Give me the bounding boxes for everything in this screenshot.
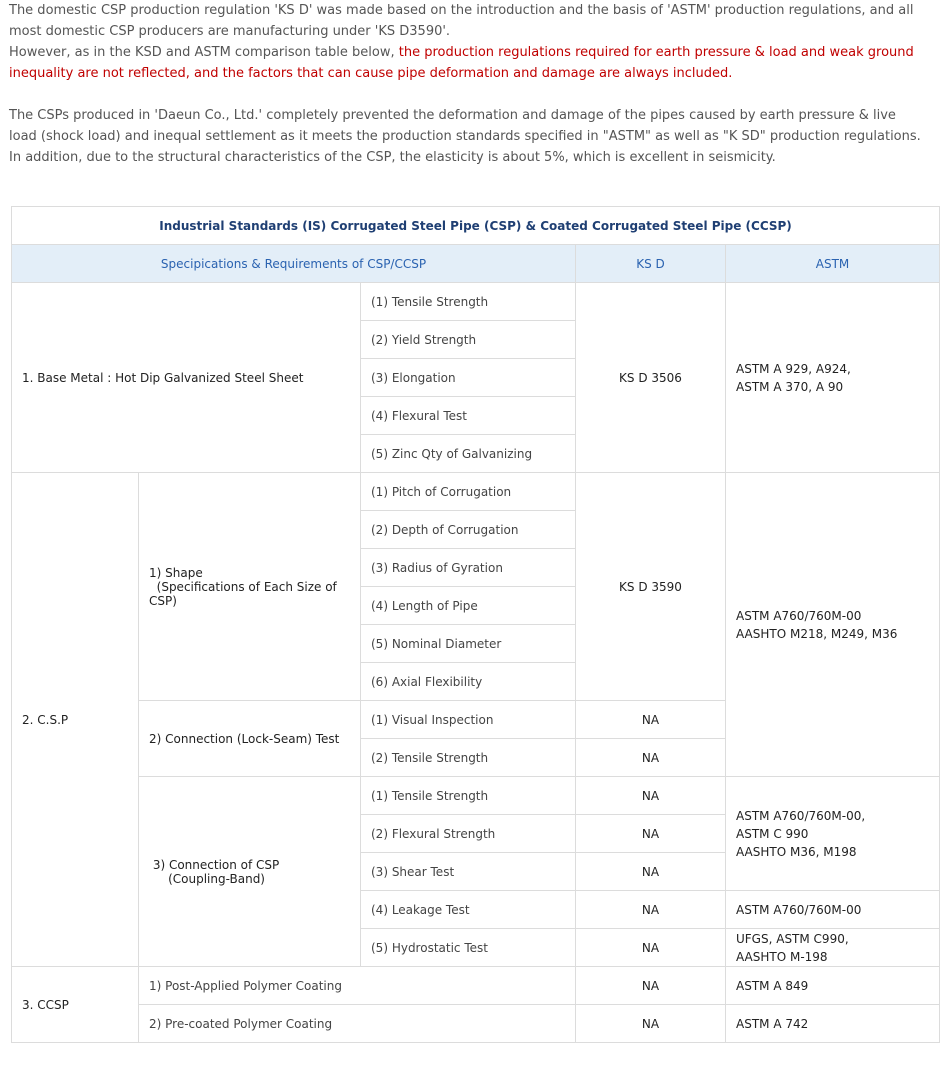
lockseam-label: 2) Connection (Lock-Seam) Test — [139, 701, 361, 777]
shape-item-5: (5) Nominal Diameter — [361, 625, 576, 663]
shape-astm: ASTM A760/760M-00 AASHTO M218, M249, M36 — [726, 473, 940, 777]
table-row — [12, 473, 940, 511]
header-ksd: KS D — [576, 245, 726, 283]
table-row — [12, 283, 940, 321]
table-title: Industrial Standards (IS) Corrugated Steel Pipe (CSP) & Coated Corrugated Steel Pipe (CCSP) — [12, 207, 940, 245]
ccsp-row-1-astm: ASTM A 849 — [726, 967, 940, 1005]
intro-text — [9, 0, 927, 168]
ccsp-row-1-label: 1) Post-Applied Polymer Coating — [139, 967, 576, 1005]
base-astm: ASTM A 929, A924, ASTM A 370, A 90 — [726, 283, 940, 473]
coupling-astm-c: UFGS, ASTM C990, AASHTO M-198 — [726, 929, 940, 967]
coupling-astm-b: ASTM A760/760M-00 — [726, 891, 940, 929]
coupling-ksd-4: NA — [576, 891, 726, 929]
table-row — [12, 777, 940, 815]
table-row — [12, 1005, 940, 1043]
coupling-item-5: (5) Hydrostatic Test — [361, 929, 576, 967]
base-metal-label: 1. Base Metal : Hot Dip Galvanized Steel Sheet — [12, 283, 361, 473]
coupling-ksd-3: NA — [576, 853, 726, 891]
shape-ksd: KS D 3590 — [576, 473, 726, 701]
shape-item-6: (6) Axial Flexibility — [361, 663, 576, 701]
lockseam-ksd-1: NA — [576, 701, 726, 739]
shape-item-4: (4) Length of Pipe — [361, 587, 576, 625]
standards-table — [11, 206, 940, 1043]
lockseam-item-1: (1) Visual Inspection — [361, 701, 576, 739]
header-astm: ASTM — [726, 245, 940, 283]
intro-paragraph-2: The CSPs produced in 'Daeun Co., Ltd.' completely prevented the deformation and damage of the pipes caused by earth pressure & live load (shock load) and inequal settlement as it meets the production standards specified in "ASTM" as well as "K SD" production regulations. In addition, due to the structural characteristics of the CSP, the elasticity is about 5%, which is excellent in seismicity. — [9, 108, 921, 165]
coupling-label: 3) Connection of CSP (Coupling-Band) — [139, 777, 361, 967]
coupling-astm-a: ASTM A760/760M-00, ASTM C 990 AASHTO M36, M198 — [726, 777, 940, 891]
coupling-item-2: (2) Flexural Strength — [361, 815, 576, 853]
coupling-ksd-2: NA — [576, 815, 726, 853]
coupling-item-3: (3) Shear Test — [361, 853, 576, 891]
shape-label: 1) Shape (Specifications of Each Size of CSP) — [139, 473, 361, 701]
base-item-4: (4) Flexural Test — [361, 397, 576, 435]
intro-warning: the production regulations required for earth pressure & load and weak ground inequality are not reflected, and the factors that can cause pipe deformation and damage are always included. — [9, 45, 914, 81]
table-row — [12, 967, 940, 1005]
coupling-item-1: (1) Tensile Strength — [361, 777, 576, 815]
header-spec: Specipications & Requirements of CSP/CCSP — [12, 245, 576, 283]
shape-item-2: (2) Depth of Corrugation — [361, 511, 576, 549]
ccsp-row-1-ksd: NA — [576, 967, 726, 1005]
intro-paragraph-1 — [9, 0, 927, 84]
intro-line-2: However, as in the KSD and ASTM comparison table below, — [9, 45, 399, 60]
ccsp-row-2-astm: ASTM A 742 — [726, 1005, 940, 1043]
ccsp-label: 3. CCSP — [12, 967, 139, 1043]
ccsp-row-2-ksd: NA — [576, 1005, 726, 1043]
lockseam-ksd-2: NA — [576, 739, 726, 777]
lockseam-item-2: (2) Tensile Strength — [361, 739, 576, 777]
shape-item-3: (3) Radius of Gyration — [361, 549, 576, 587]
shape-item-1: (1) Pitch of Corrugation — [361, 473, 576, 511]
base-item-1: (1) Tensile Strength — [361, 283, 576, 321]
coupling-ksd-5: NA — [576, 929, 726, 967]
base-item-2: (2) Yield Strength — [361, 321, 576, 359]
csp-label: 2. C.S.P — [12, 473, 139, 967]
coupling-item-4: (4) Leakage Test — [361, 891, 576, 929]
base-ksd: KS D 3506 — [576, 283, 726, 473]
base-item-5: (5) Zinc Qty of Galvanizing — [361, 435, 576, 473]
ccsp-row-2-label: 2) Pre-coated Polymer Coating — [139, 1005, 576, 1043]
coupling-ksd-1: NA — [576, 777, 726, 815]
base-item-3: (3) Elongation — [361, 359, 576, 397]
intro-line-1: The domestic CSP production regulation 'KS D' was made based on the introduction and the basis of 'ASTM' production regulations, and all most domestic CSP producers are manufacturing under 'KS D3590'. — [9, 3, 914, 39]
